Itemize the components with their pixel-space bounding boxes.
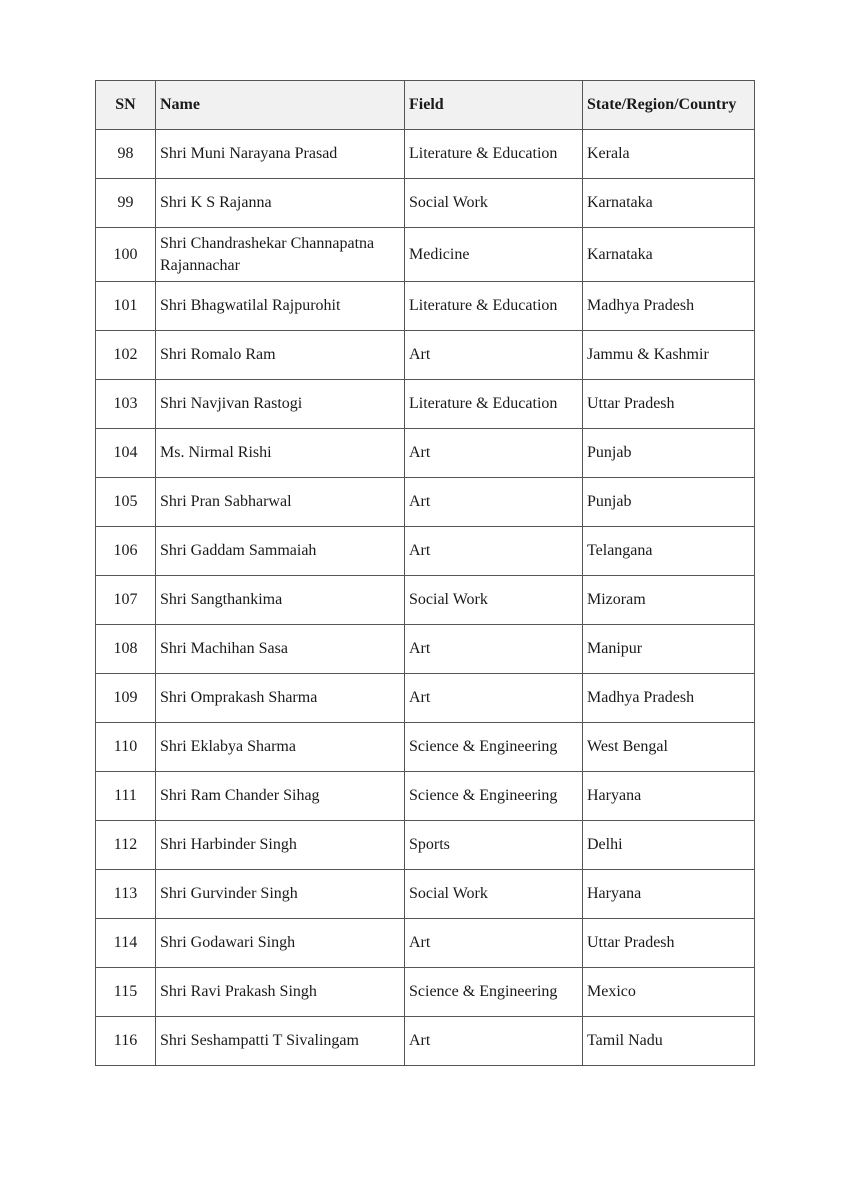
- cell-sn: 98: [96, 130, 156, 179]
- cell-name: Shri K S Rajanna: [156, 179, 405, 228]
- cell-sn: 115: [96, 968, 156, 1017]
- cell-state: Madhya Pradesh: [583, 674, 755, 723]
- table-row: [96, 282, 755, 331]
- cell-state: Uttar Pradesh: [583, 380, 755, 429]
- cell-field: Literature & Education: [405, 380, 583, 429]
- cell-state: Madhya Pradesh: [583, 282, 755, 331]
- cell-sn: 105: [96, 478, 156, 527]
- cell-state: Jammu & Kashmir: [583, 331, 755, 380]
- cell-name: Shri Ravi Prakash Singh: [156, 968, 405, 1017]
- cell-field: Art: [405, 674, 583, 723]
- cell-sn: 99: [96, 179, 156, 228]
- cell-state: West Bengal: [583, 723, 755, 772]
- table-row: [96, 674, 755, 723]
- table-row: [96, 380, 755, 429]
- cell-name: Shri Machihan Sasa: [156, 625, 405, 674]
- cell-name: Shri Eklabya Sharma: [156, 723, 405, 772]
- cell-state: Karnataka: [583, 228, 755, 282]
- table-row: [96, 870, 755, 919]
- cell-name: Shri Godawari Singh: [156, 919, 405, 968]
- table-row: [96, 821, 755, 870]
- table-row: [96, 331, 755, 380]
- cell-name: Shri Ram Chander Sihag: [156, 772, 405, 821]
- cell-sn: 100: [96, 228, 156, 282]
- cell-name: Shri Navjivan Rastogi: [156, 380, 405, 429]
- cell-name: Shri Seshampatti T Sivalingam: [156, 1017, 405, 1066]
- cell-state: Telangana: [583, 527, 755, 576]
- cell-state: Tamil Nadu: [583, 1017, 755, 1066]
- cell-state: Mexico: [583, 968, 755, 1017]
- header-name: Name: [156, 81, 405, 130]
- cell-state: Delhi: [583, 821, 755, 870]
- table-row: [96, 772, 755, 821]
- cell-field: Literature & Education: [405, 130, 583, 179]
- cell-name: Shri Gaddam Sammaiah: [156, 527, 405, 576]
- cell-field: Social Work: [405, 870, 583, 919]
- cell-field: Art: [405, 429, 583, 478]
- cell-state: Manipur: [583, 625, 755, 674]
- cell-field: Art: [405, 1017, 583, 1066]
- table-row: [96, 478, 755, 527]
- cell-field: Art: [405, 331, 583, 380]
- cell-field: Art: [405, 919, 583, 968]
- cell-state: Mizoram: [583, 576, 755, 625]
- cell-field: Art: [405, 478, 583, 527]
- cell-state: Punjab: [583, 429, 755, 478]
- cell-sn: 108: [96, 625, 156, 674]
- table-row: [96, 179, 755, 228]
- table-row: [96, 576, 755, 625]
- cell-sn: 111: [96, 772, 156, 821]
- cell-sn: 113: [96, 870, 156, 919]
- awardees-table: [95, 80, 755, 1066]
- cell-name: Shri Sangthankima: [156, 576, 405, 625]
- cell-state: Karnataka: [583, 179, 755, 228]
- cell-name: Shri Harbinder Singh: [156, 821, 405, 870]
- table-row: [96, 625, 755, 674]
- cell-name: Ms. Nirmal Rishi: [156, 429, 405, 478]
- cell-field: Social Work: [405, 576, 583, 625]
- cell-sn: 114: [96, 919, 156, 968]
- table-row: [96, 1017, 755, 1066]
- cell-state: Punjab: [583, 478, 755, 527]
- header-field: Field: [405, 81, 583, 130]
- cell-field: Art: [405, 527, 583, 576]
- cell-sn: 103: [96, 380, 156, 429]
- cell-field: Science & Engineering: [405, 772, 583, 821]
- cell-field: Art: [405, 625, 583, 674]
- cell-sn: 101: [96, 282, 156, 331]
- table-header-row: [96, 81, 755, 130]
- table-row: [96, 723, 755, 772]
- cell-field: Science & Engineering: [405, 723, 583, 772]
- table-row: [96, 429, 755, 478]
- cell-state: Uttar Pradesh: [583, 919, 755, 968]
- cell-name: Shri Muni Narayana Prasad: [156, 130, 405, 179]
- cell-state: Haryana: [583, 870, 755, 919]
- cell-sn: 110: [96, 723, 156, 772]
- table-row: [96, 130, 755, 179]
- cell-name: Shri Pran Sabharwal: [156, 478, 405, 527]
- table-row: [96, 527, 755, 576]
- cell-state: Haryana: [583, 772, 755, 821]
- cell-name: Shri Omprakash Sharma: [156, 674, 405, 723]
- cell-name: Shri Chandrashekar Channapatna Rajannachar: [156, 228, 405, 282]
- cell-sn: 102: [96, 331, 156, 380]
- cell-sn: 109: [96, 674, 156, 723]
- header-sn: SN: [96, 81, 156, 130]
- cell-sn: 107: [96, 576, 156, 625]
- table-row: [96, 919, 755, 968]
- cell-sn: 112: [96, 821, 156, 870]
- cell-field: Medicine: [405, 228, 583, 282]
- header-state: State/Region/Country: [583, 81, 755, 130]
- cell-name: Shri Bhagwatilal Rajpurohit: [156, 282, 405, 331]
- cell-sn: 106: [96, 527, 156, 576]
- cell-sn: 104: [96, 429, 156, 478]
- table-row: [96, 228, 755, 282]
- cell-state: Kerala: [583, 130, 755, 179]
- table-row: [96, 968, 755, 1017]
- cell-field: Literature & Education: [405, 282, 583, 331]
- cell-field: Social Work: [405, 179, 583, 228]
- cell-field: Sports: [405, 821, 583, 870]
- cell-field: Science & Engineering: [405, 968, 583, 1017]
- cell-name: Shri Romalo Ram: [156, 331, 405, 380]
- cell-sn: 116: [96, 1017, 156, 1066]
- cell-name: Shri Gurvinder Singh: [156, 870, 405, 919]
